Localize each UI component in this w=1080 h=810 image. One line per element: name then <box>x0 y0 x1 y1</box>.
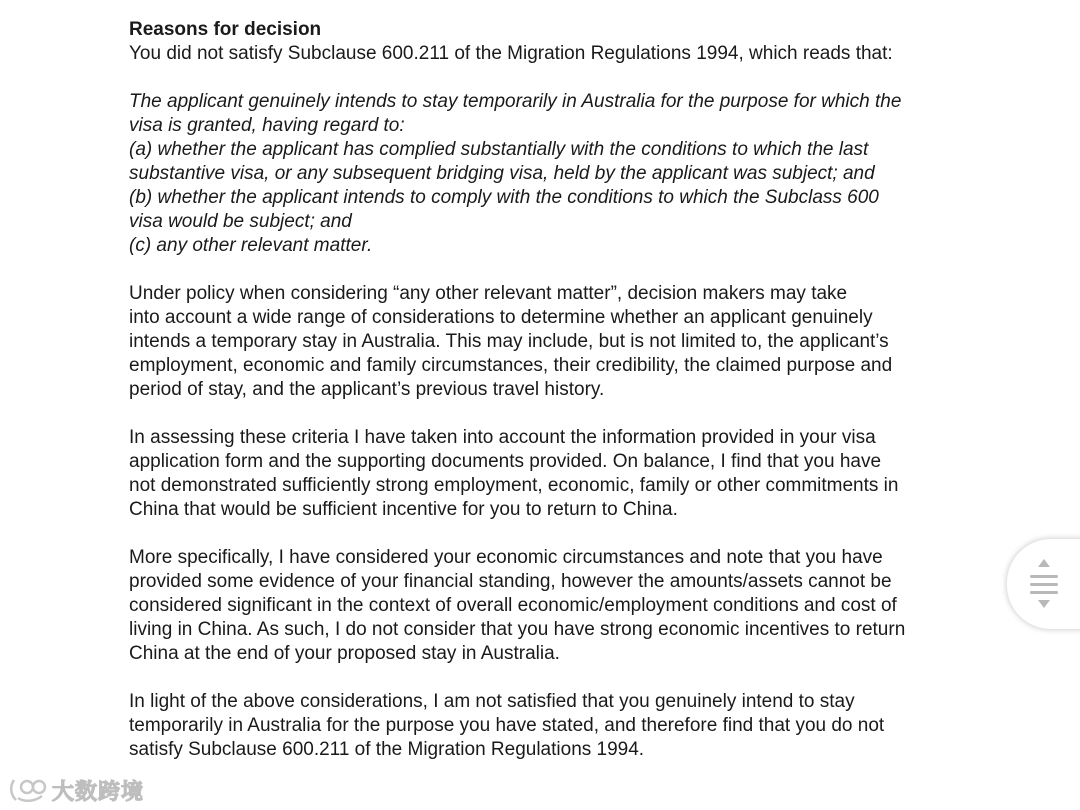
paragraph-line: China at the end of your proposed stay in Australia. <box>129 643 560 664</box>
section-heading: Reasons for decision <box>129 19 322 40</box>
spacer <box>129 522 969 546</box>
quote-line: substantive visa, or any subsequent bridging visa, held by the applicant was subject; and <box>129 163 875 184</box>
quote-line: (c) any other relevant matter. <box>129 235 373 256</box>
quote-line: visa would be subject; and <box>129 211 352 232</box>
scroll-indicator-icon <box>1027 557 1061 611</box>
scroll-handle[interactable] <box>1006 538 1080 630</box>
paragraph-line: In assessing these criteria I have taken into account the information provided in your visa <box>129 427 876 448</box>
paragraph-line: In light of the above considerations, I am not satisfied that you genuinely intend to stay <box>129 691 855 712</box>
paragraph-line: satisfy Subclause 600.211 of the Migration Regulations 1994. <box>129 739 645 760</box>
quote-line: The applicant genuinely intends to stay temporarily in Australia for the purpose for which the <box>129 91 902 112</box>
spacer <box>129 66 969 90</box>
assessment-paragraph <box>129 426 969 522</box>
watermark <box>8 774 144 806</box>
paragraph-line: China that would be sufficient incentive for you to return to China. <box>129 499 678 520</box>
document-body <box>129 18 969 762</box>
paragraph-line: into account a wide range of considerations to determine whether an applicant genuinely <box>129 307 873 328</box>
paragraph-line: living in China. As such, I do not consider that you have strong economic incentives to return <box>129 619 906 640</box>
intro-text: You did not satisfy Subclause 600.211 of the Migration Regulations 1994, which reads that: <box>129 43 893 64</box>
quote-line: (a) whether the applicant has complied substantially with the conditions to which the last <box>129 139 869 160</box>
spacer <box>129 258 969 282</box>
paragraph-line: intends a temporary stay in Australia. This may include, but is not limited to, the applicant’s <box>129 331 889 352</box>
regulation-quote <box>129 90 969 258</box>
watermark-text: 大数跨境 <box>52 779 145 805</box>
spacer <box>129 402 969 426</box>
paragraph-line: employment, economic and family circumstances, their credibility, the claimed purpose and <box>129 355 893 376</box>
economic-paragraph <box>129 546 969 666</box>
spacer <box>129 666 969 690</box>
paragraph-line: temporarily in Australia for the purpose you have stated, and therefore find that you do not <box>129 715 885 736</box>
conclusion-paragraph <box>129 690 969 762</box>
paragraph-line: provided some evidence of your financial standing, however the amounts/assets cannot be <box>129 571 892 592</box>
watermark-logo-icon <box>8 776 48 804</box>
paragraph-line: period of stay, and the applicant’s previous travel history. <box>129 379 605 400</box>
paragraph-line: not demonstrated sufficiently strong employment, economic, family or other commitments in <box>129 475 899 496</box>
quote-line: (b) whether the applicant intends to comply with the conditions to which the Subclass 600 <box>129 187 879 208</box>
paragraph-line: considered significant in the context of overall economic/employment conditions and cost of <box>129 595 897 616</box>
paragraph-line: application form and the supporting documents provided. On balance, I find that you have <box>129 451 882 472</box>
policy-paragraph <box>129 282 969 402</box>
paragraph-line: Under policy when considering “any other relevant matter”, decision makers may take <box>129 283 848 304</box>
quote-line: visa is granted, having regard to: <box>129 115 405 136</box>
paragraph-line: More specifically, I have considered your economic circumstances and note that you have <box>129 547 883 568</box>
